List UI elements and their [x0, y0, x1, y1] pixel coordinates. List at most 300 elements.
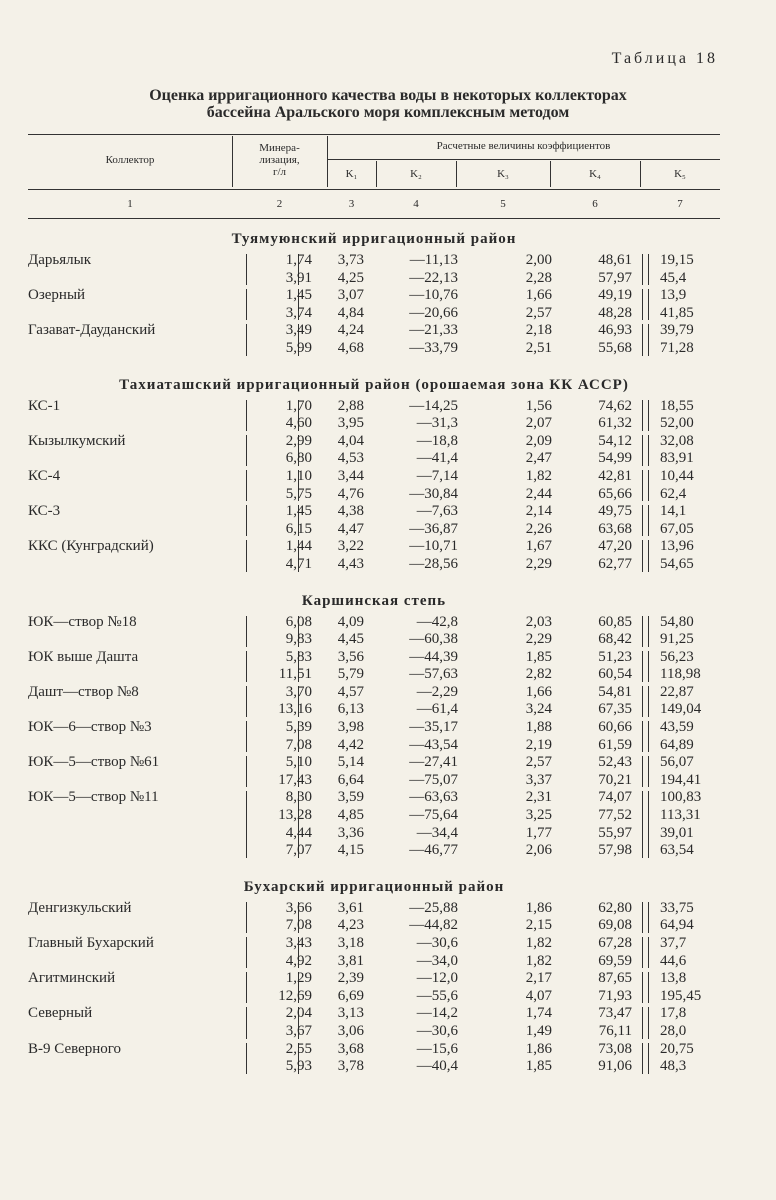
k5-cell: 33,75 [660, 899, 694, 916]
k3-cell: 2,57 [525, 304, 552, 321]
table-row [28, 287, 720, 305]
k4-cell: 67,28 [598, 935, 632, 951]
table-row [28, 737, 720, 755]
k1-cell: 3,13 [337, 1005, 364, 1022]
col-k4: K₄ [589, 168, 601, 180]
k1-cell: 5,14 [337, 754, 364, 771]
k4-cell: 54,12 [598, 432, 632, 449]
collector-group [28, 649, 720, 684]
k1-cell: 4,38 [337, 503, 364, 520]
mineralization-cell: 5,75 [285, 485, 312, 502]
collector-name: ККС (Кунградский) [28, 538, 154, 555]
k5-cell: 56,07 [660, 754, 694, 771]
table-row [28, 270, 720, 288]
k3-cell: 2,19 [525, 736, 552, 753]
k1-cell: 3,18 [337, 935, 364, 951]
k4-cell: 48,28 [598, 304, 632, 321]
table-row [28, 807, 720, 825]
k2-cell: —14,2 [416, 1005, 458, 1022]
section-title: Каршинская степь [301, 592, 447, 609]
k1-cell: 6,69 [337, 987, 364, 1004]
collector-name: КС-4 [28, 467, 61, 484]
k4-cell: 68,42 [598, 631, 632, 648]
collector-name: ЮК—5—створ №61 [28, 754, 160, 771]
collector-name: В-9 Северного [28, 1040, 122, 1057]
k1-cell: 4,09 [337, 613, 364, 630]
k5-cell: 64,89 [660, 736, 694, 753]
col-number: 6 [592, 198, 598, 210]
mineralization-cell: 6,80 [285, 450, 312, 467]
k5-cell: 113,31 [660, 807, 701, 824]
k3-cell: 2,82 [525, 666, 552, 683]
k4-cell: 61,59 [598, 736, 632, 753]
k1-cell: 3,07 [337, 287, 364, 304]
k4-cell: 49,19 [598, 287, 632, 304]
k4-cell: 74,62 [598, 397, 632, 414]
k3-cell: 2,17 [525, 970, 552, 987]
k2-cell: —30,6 [416, 1022, 458, 1039]
collector-name: Агитминский [28, 970, 116, 987]
mineralization-cell: 3,74 [285, 304, 312, 321]
k1-cell: 4,24 [337, 322, 364, 339]
collector-name: Дарьялык [28, 252, 91, 268]
table-row [28, 556, 720, 574]
header-mid-rule [28, 189, 720, 190]
collector-group [28, 322, 720, 357]
col-number: 1 [127, 198, 133, 210]
k4-cell: 70,21 [598, 771, 632, 788]
k1-cell: 3,98 [337, 719, 364, 736]
mineralization-cell: 3,49 [285, 322, 312, 339]
col-k5: K₅ [674, 168, 686, 180]
table-row [28, 970, 720, 988]
mineralization-cell: 1,70 [285, 397, 312, 414]
mineralization-cell: 5,83 [285, 648, 312, 665]
k1-cell: 3,73 [337, 252, 364, 268]
mineralization-cell: 6,15 [285, 520, 312, 537]
k2-cell: —14,25 [409, 397, 458, 414]
mineralization-cell: 5,99 [285, 339, 312, 356]
table-row [28, 900, 720, 918]
table-row [28, 486, 720, 504]
k2-cell: —25,88 [409, 899, 458, 916]
k2-cell: —10,76 [409, 287, 458, 304]
table-row [28, 666, 720, 684]
k3-cell: 1,82 [525, 935, 552, 951]
k1-cell: 3,36 [337, 824, 364, 841]
k2-cell: —61,4 [416, 701, 458, 718]
k5-cell: 54,65 [660, 555, 694, 572]
section-title: Бухарский ирригационный район [243, 878, 505, 895]
k5-cell: 13,9 [660, 287, 687, 304]
k1-cell: 6,64 [337, 771, 364, 788]
k5-cell: 10,44 [660, 467, 694, 484]
k2-cell: —43,54 [409, 736, 458, 753]
k5-cell: 39,01 [660, 824, 694, 841]
collector-group [28, 1041, 720, 1076]
k1-cell: 4,53 [337, 450, 364, 467]
k5-cell: 100,83 [660, 789, 702, 806]
table-row [28, 842, 720, 860]
k3-cell: 1,77 [525, 824, 552, 841]
collector-name: Северный [28, 1005, 93, 1022]
coeff-rule [327, 159, 720, 160]
k4-cell: 55,68 [598, 339, 632, 356]
k1-cell: 3,78 [337, 1058, 364, 1075]
collector-group [28, 1005, 720, 1040]
k2-cell: —11,13 [409, 252, 458, 268]
collector-name: ЮК—6—створ №3 [28, 719, 152, 736]
mineralization-cell: 12,69 [278, 987, 312, 1004]
k3-cell: 2,00 [525, 252, 552, 268]
k3-cell: 4,07 [525, 987, 552, 1004]
collector-name: Денгизкульский [28, 899, 132, 916]
table-row [28, 953, 720, 971]
collector-name: Озерный [28, 287, 86, 304]
k4-cell: 76,11 [598, 1022, 632, 1039]
col-mineralization [232, 142, 327, 178]
title-line-1: Оценка ирригационного качества воды в некоторых коллекторах [149, 87, 627, 104]
col-mineral-line: г/л [272, 166, 287, 178]
k4-cell: 73,47 [598, 1005, 632, 1022]
k3-cell: 1,86 [525, 899, 552, 916]
section-title: Туямуюнский ирригационный район [231, 231, 517, 247]
col-number: 3 [348, 198, 355, 210]
k3-cell: 1,82 [525, 952, 552, 969]
table-row [28, 252, 720, 270]
k1-cell: 4,43 [337, 555, 364, 572]
k4-cell: 87,65 [598, 970, 632, 987]
mineralization-cell: 3,66 [285, 899, 312, 916]
collector-group [28, 719, 720, 754]
table-row [28, 433, 720, 451]
table-row [28, 789, 720, 807]
k5-cell: 194,41 [660, 771, 702, 788]
mineralization-cell: 7,08 [285, 736, 312, 753]
collector-group [28, 900, 720, 935]
k4-cell: 69,08 [598, 917, 632, 934]
k1-cell: 4,84 [337, 304, 364, 321]
k4-cell: 73,08 [598, 1040, 632, 1057]
collector-group [28, 538, 720, 573]
k3-cell: 2,18 [525, 322, 552, 339]
k3-cell: 2,57 [525, 754, 552, 771]
k4-cell: 49,75 [598, 503, 632, 520]
table-row [28, 1041, 720, 1059]
mineralization-cell: 17,43 [278, 771, 312, 788]
k2-cell: —44,82 [409, 917, 458, 934]
k5-cell: 44,6 [660, 952, 687, 969]
k1-cell: 3,68 [337, 1040, 364, 1057]
collector-group [28, 252, 720, 287]
k1-cell: 6,13 [337, 701, 364, 718]
k5-cell: 13,96 [660, 538, 694, 555]
k3-cell: 1,66 [525, 287, 552, 304]
mineralization-cell: 1,44 [285, 538, 312, 555]
k2-cell: —12,0 [416, 970, 458, 987]
section-spacer [28, 574, 720, 588]
collector-name: ЮК—створ №18 [28, 613, 137, 630]
col-number: 4 [413, 198, 419, 210]
table-row [28, 450, 720, 468]
k2-cell: —46,77 [409, 842, 458, 859]
table-row [28, 772, 720, 790]
mineralization-cell: 5,39 [285, 719, 312, 736]
k2-cell: —22,13 [409, 269, 458, 286]
table-title [0, 87, 776, 121]
k4-cell: 60,54 [598, 666, 632, 683]
table-row [28, 1058, 720, 1076]
mineralization-cell: 1,29 [285, 970, 312, 987]
k3-cell: 2,07 [525, 415, 552, 432]
k3-cell: 2,28 [525, 269, 552, 286]
mineralization-cell: 13,16 [278, 701, 312, 718]
table-row [28, 719, 720, 737]
k5-cell: 13,8 [660, 970, 687, 987]
mineralization-cell: 7,08 [285, 917, 312, 934]
k4-cell: 60,85 [598, 613, 632, 630]
k3-cell: 2,06 [525, 842, 552, 859]
k2-cell: —75,64 [409, 807, 458, 824]
k2-cell: —44,39 [409, 648, 458, 665]
k3-cell: 1,67 [525, 538, 552, 555]
collector-name: ЮК—5—створ №11 [28, 789, 159, 806]
k5-cell: 37,7 [660, 935, 687, 951]
k2-cell: —34,4 [416, 824, 458, 841]
k2-cell: —75,07 [409, 771, 458, 788]
k1-cell: 4,47 [337, 520, 364, 537]
k4-cell: 69,59 [598, 952, 632, 969]
k2-cell: —41,4 [416, 450, 458, 467]
k3-cell: 2,26 [525, 520, 552, 537]
k1-cell: 4,85 [337, 807, 364, 824]
collector-group [28, 789, 720, 859]
k2-cell: —28,56 [409, 555, 458, 572]
k1-cell: 4,23 [337, 917, 364, 934]
mineralization-cell: 3,43 [285, 935, 312, 951]
collector-group [28, 503, 720, 538]
k3-cell: 1,66 [525, 683, 552, 700]
k5-cell: 52,00 [660, 415, 694, 432]
k4-cell: 54,99 [598, 450, 632, 467]
mineralization-cell: 4,71 [285, 555, 312, 572]
k2-cell: —27,41 [409, 754, 458, 771]
k2-cell: —10,71 [409, 538, 458, 555]
k2-cell: —40,4 [416, 1058, 458, 1075]
collector-name: КС-1 [28, 397, 61, 414]
table-row [28, 701, 720, 719]
table-row [28, 538, 720, 556]
table-row [28, 754, 720, 772]
k2-cell: —18,8 [416, 432, 458, 449]
table-body [28, 226, 720, 1076]
k2-cell: —60,38 [409, 631, 458, 648]
table-row [28, 825, 720, 843]
k5-cell: 149,04 [660, 701, 702, 718]
k3-cell: 1,82 [525, 467, 552, 484]
k4-cell: 46,93 [598, 322, 632, 339]
k5-cell: 45,4 [660, 269, 687, 286]
k2-cell: —20,66 [409, 304, 458, 321]
k2-cell: —55,6 [416, 987, 458, 1004]
k5-cell: 118,98 [660, 666, 701, 683]
k5-cell: 14,1 [660, 503, 687, 520]
k3-cell: 2,09 [525, 432, 552, 449]
k1-cell: 2,39 [337, 970, 364, 987]
k3-cell: 1,88 [525, 719, 552, 736]
table-row [28, 1023, 720, 1041]
collector-name: Дашт—створ №8 [28, 683, 139, 700]
k4-cell: 61,32 [598, 415, 632, 432]
k3-cell: 1,85 [525, 648, 552, 665]
col-k2: K₂ [410, 168, 422, 180]
mineralization-cell: 4,92 [285, 952, 312, 969]
collector-group [28, 468, 720, 503]
mineralization-cell: 1,10 [285, 467, 312, 484]
k5-cell: 22,87 [660, 683, 694, 700]
k2-cell: —30,6 [416, 935, 458, 951]
k4-cell: 65,66 [598, 485, 632, 502]
table-row [28, 1005, 720, 1023]
collector-name: Газават-Дауданский [28, 322, 156, 339]
k1-cell: 4,45 [337, 631, 364, 648]
k2-cell: —33,79 [409, 339, 458, 356]
k1-cell: 4,76 [337, 485, 364, 502]
k2-cell: —31,3 [416, 415, 458, 432]
table-row [28, 631, 720, 649]
k3-cell: 1,56 [525, 397, 552, 414]
collector-group [28, 287, 720, 322]
k5-cell: 19,15 [660, 252, 694, 268]
title-line-2: бассейна Аральского моря комплексным методом [206, 104, 570, 121]
mineralization-cell: 3,70 [285, 683, 312, 700]
k5-cell: 32,08 [660, 432, 694, 449]
k2-cell: —7,14 [416, 467, 458, 484]
collector-name: Главный Бухарский [28, 935, 154, 951]
k5-cell: 48,3 [660, 1058, 687, 1075]
mineralization-cell: 13,28 [278, 807, 312, 824]
k3-cell: 2,14 [525, 503, 552, 520]
k5-cell: 83,91 [660, 450, 694, 467]
k5-cell: 41,85 [660, 304, 694, 321]
k4-cell: 51,23 [598, 648, 632, 665]
mineralization-cell: 3,67 [285, 1022, 312, 1039]
k3-cell: 2,51 [525, 339, 552, 356]
k5-cell: 67,05 [660, 520, 694, 537]
k1-cell: 5,79 [337, 666, 364, 683]
k5-cell: 63,54 [660, 842, 694, 859]
k1-cell: 4,68 [337, 339, 364, 356]
k3-cell: 1,85 [525, 1058, 552, 1075]
k4-cell: 67,35 [598, 701, 632, 718]
k5-cell: 91,25 [660, 631, 694, 648]
k3-cell: 1,86 [525, 1040, 552, 1057]
k3-cell: 2,47 [525, 450, 552, 467]
k4-cell: 57,98 [598, 842, 632, 859]
k5-cell: 195,45 [660, 987, 702, 1004]
k1-cell: 3,61 [337, 899, 364, 916]
k3-cell: 2,31 [525, 789, 552, 806]
table-row [28, 398, 720, 416]
mineralization-cell: 2,04 [285, 1005, 312, 1022]
table-row [28, 684, 720, 702]
k4-cell: 62,77 [598, 555, 632, 572]
k1-cell: 3,22 [337, 538, 364, 555]
mineralization-cell: 2,99 [285, 432, 312, 449]
k1-cell: 3,95 [337, 415, 364, 432]
mineralization-cell: 9,83 [285, 631, 312, 648]
col-number: 5 [500, 198, 506, 210]
k2-cell: —57,63 [409, 666, 458, 683]
k5-cell: 43,59 [660, 719, 694, 736]
table-row [28, 988, 720, 1006]
mineralization-cell: 5,10 [285, 754, 312, 771]
mineralization-cell: 1,45 [285, 503, 312, 520]
k3-cell: 2,44 [525, 485, 552, 502]
k2-cell: —7,63 [416, 503, 458, 520]
k5-cell: 56,23 [660, 648, 694, 665]
k2-cell: —15,6 [416, 1040, 458, 1057]
k5-cell: 18,55 [660, 397, 694, 414]
collector-group [28, 684, 720, 719]
k3-cell: 2,03 [525, 613, 552, 630]
collector-group [28, 398, 720, 433]
k3-cell: 1,49 [525, 1022, 552, 1039]
k1-cell: 3,06 [337, 1022, 364, 1039]
col-mineral-line: Минера- [259, 142, 300, 154]
k3-cell: 3,37 [525, 771, 552, 788]
k1-cell: 4,25 [337, 269, 364, 286]
collector-name: ЮК выше Дашта [28, 648, 139, 665]
k5-cell: 62,4 [660, 485, 687, 502]
k1-cell: 3,59 [337, 789, 364, 806]
k3-cell: 2,29 [525, 631, 552, 648]
mineralization-cell: 5,93 [285, 1058, 312, 1075]
k4-cell: 62,80 [598, 899, 632, 916]
mineralization-cell: 3,91 [285, 269, 312, 286]
k4-cell: 91,06 [598, 1058, 632, 1075]
k4-cell: 60,66 [598, 719, 632, 736]
col-coefficients: Расчетные величины коэффициентов [436, 140, 611, 152]
k2-cell: —30,84 [409, 485, 458, 502]
k4-cell: 52,43 [598, 754, 632, 771]
k1-cell: 4,57 [337, 683, 364, 700]
k3-cell: 1,74 [525, 1005, 552, 1022]
k2-cell: —21,33 [409, 322, 458, 339]
section-spacer [28, 860, 720, 874]
col-number: 7 [677, 198, 683, 210]
k4-cell: 57,97 [598, 269, 632, 286]
k3-cell: 2,29 [525, 555, 552, 572]
table-row [28, 415, 720, 433]
mineralization-cell: 7,07 [285, 842, 312, 859]
mineralization-cell: 2,55 [285, 1040, 312, 1057]
k2-cell: —35,17 [409, 719, 458, 736]
collector-name: Кызылкумский [28, 432, 126, 449]
table-row [28, 340, 720, 358]
k1-cell: 3,81 [337, 952, 364, 969]
k2-cell: —2,29 [416, 683, 458, 700]
collector-name: КС-3 [28, 503, 61, 520]
table-row [28, 649, 720, 667]
k1-cell: 3,44 [337, 467, 364, 484]
k4-cell: 71,93 [598, 987, 632, 1004]
table-row [28, 322, 720, 340]
k2-cell: —42,8 [416, 613, 458, 630]
k2-cell: —34,0 [416, 952, 458, 969]
section-title: Тахиаташский ирригационный район (орошаемая зона КК АССР) [119, 376, 629, 393]
k1-cell: 4,15 [337, 842, 364, 859]
